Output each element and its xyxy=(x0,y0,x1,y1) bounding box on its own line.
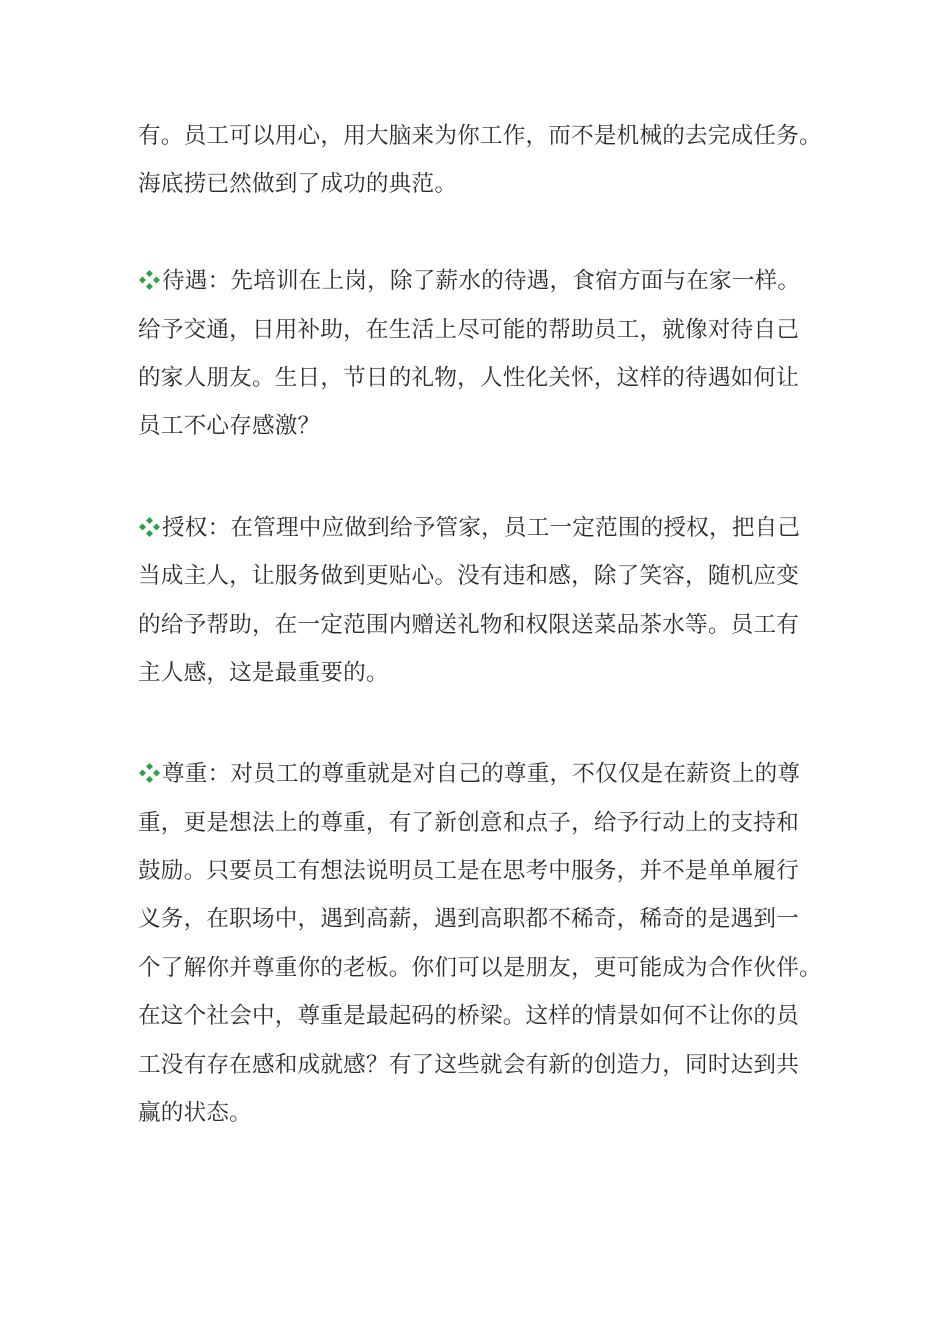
text-line-with-bullet xyxy=(138,750,838,798)
paragraph-spacer xyxy=(138,209,838,257)
text-line: 工没有存在感和成就感？有了这些就会有新的创造力，同时达到共 xyxy=(138,1051,800,1078)
paragraph-spacer xyxy=(138,451,838,504)
text-line: 海底捞已然做到了成功的典范。 xyxy=(138,171,458,198)
text-line-with-bullet xyxy=(138,257,838,305)
text-line: 义务，在职场中，遇到高薪，遇到高职都不稀奇，稀奇的是遇到一 xyxy=(138,906,800,933)
text-line: 在这个社会中，尊重是最起码的桥梁。这样的情景如何不让你的员 xyxy=(138,1003,800,1030)
section-respect xyxy=(138,750,838,1137)
text-line: 的给予帮助，在一定范围内赠送礼物和权限送菜品茶水等。员工有 xyxy=(138,611,800,638)
paragraph-spacer xyxy=(138,697,838,750)
text-line: 有。员工可以用心，用大脑来为你工作，而不是机械的去完成任务。 xyxy=(138,123,822,149)
section-heading-text: 待遇：先培训在上岗，除了薪水的待遇，食宿方面与在家一样。 xyxy=(162,268,801,295)
section-heading-text: 尊重：对员工的尊重就是对自己的尊重，不仅仅是在薪资上的尊 xyxy=(162,761,801,788)
section-treatment xyxy=(138,257,838,451)
text-line: 的家人朋友。生日，节日的礼物，人性化关怀，这样的待遇如何让 xyxy=(138,364,800,391)
intro-paragraph xyxy=(138,112,838,209)
document-body xyxy=(138,112,838,1137)
text-line: 当成主人，让服务做到更贴心。没有违和感，除了笑容，随机应变 xyxy=(138,563,800,590)
text-line: 重，更是想法上的尊重，有了新创意和点子，给予行动上的支持和 xyxy=(138,809,800,836)
text-line: 员工不心存感激？ xyxy=(138,413,321,440)
four-diamond-bullet-icon xyxy=(138,269,161,291)
text-line-with-bullet xyxy=(138,504,838,552)
text-line: 给予交通，日用补助，在生活上尽可能的帮助员工，就像对待自己 xyxy=(138,316,800,343)
four-diamond-bullet-icon xyxy=(138,516,161,538)
section-heading-text: 授权：在管理中应做到给予管家，员工一定范围的授权，把自己 xyxy=(162,514,801,541)
section-authorization xyxy=(138,504,838,698)
text-line: 鼓励。只要员工有想法说明员工是在思考中服务，并不是单单履行 xyxy=(138,858,800,885)
text-line: 主人感，这是最重要的。 xyxy=(138,659,389,686)
text-line: 个了解你并尊重你的老板。你们可以是朋友，更可能成为合作伙伴。 xyxy=(138,954,822,981)
four-diamond-bullet-icon xyxy=(138,762,161,784)
text-line: 赢的状态。 xyxy=(138,1100,252,1127)
